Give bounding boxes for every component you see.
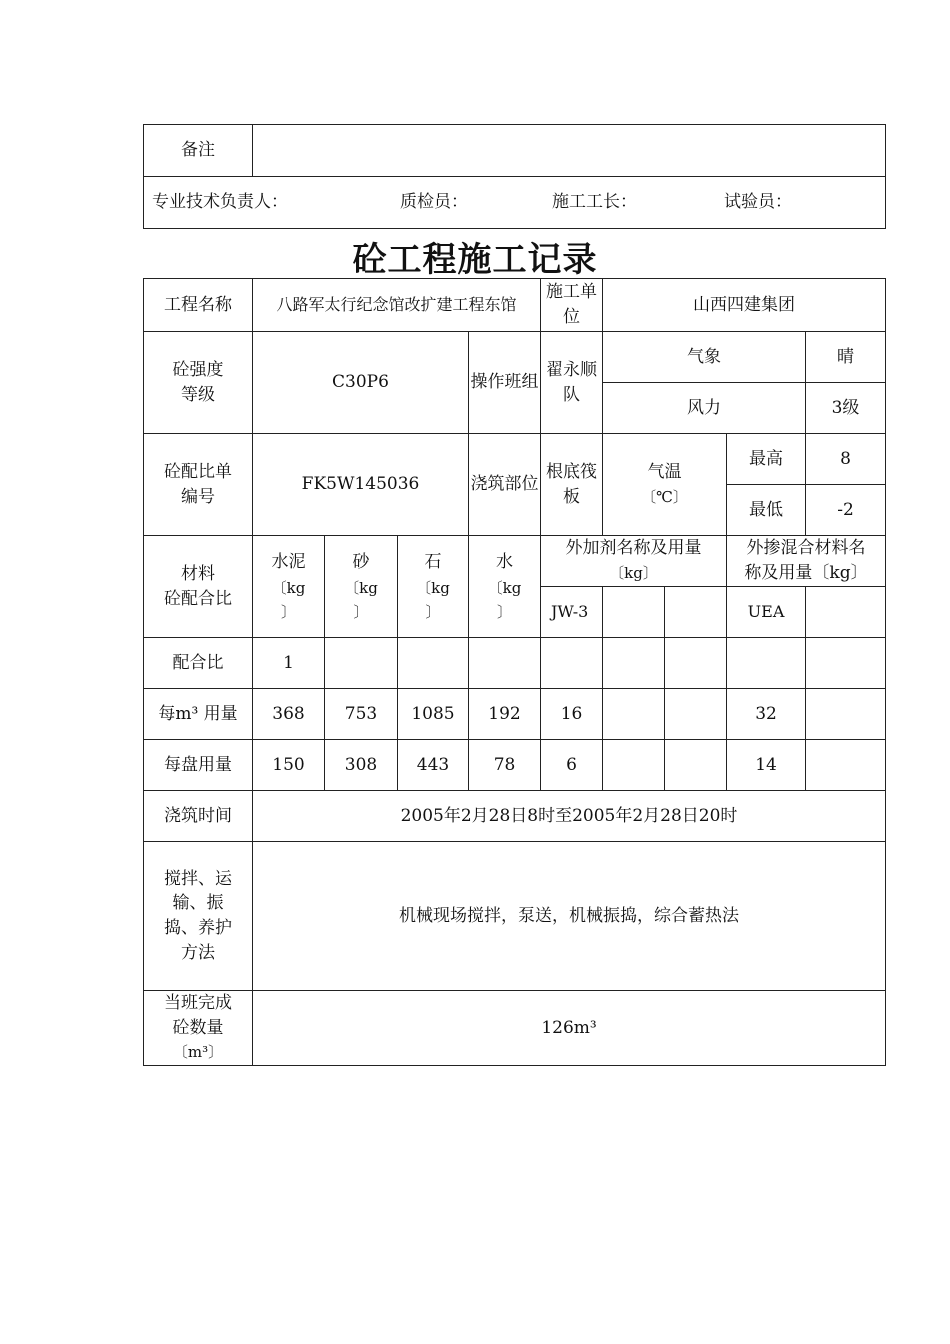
- cell-value: 16: [541, 689, 603, 740]
- strength-label: [144, 332, 253, 434]
- weather-label: 气象: [603, 332, 806, 383]
- cell-value: [603, 740, 665, 791]
- weather-value: 晴: [806, 332, 886, 383]
- water-header: [469, 536, 541, 638]
- quantity-label-line1: 当班完成: [164, 993, 232, 1014]
- cell-value: [727, 638, 806, 689]
- cement-label: 水泥: [271, 551, 306, 572]
- pour-part-label: 浇筑部位: [469, 434, 541, 536]
- addition-header-line1: 外掺混合材料名: [746, 538, 866, 559]
- quantity-label-line2: 砼数量: [172, 1017, 224, 1038]
- cell-value: [665, 638, 727, 689]
- sand-unit-open: 〔kg: [344, 579, 378, 598]
- signature-row: [144, 177, 886, 229]
- stone-header: [398, 536, 469, 638]
- crew-value: 翟永顺队: [541, 332, 603, 434]
- cement-unit-open: 〔kg: [271, 579, 306, 598]
- table-row: [144, 740, 886, 791]
- admixture-name-blank-2: [665, 587, 727, 638]
- admixture-name: JW-3: [541, 587, 603, 638]
- water-unit-close: 〕: [497, 603, 513, 622]
- contractor-value: 山西四建集团: [603, 279, 886, 332]
- foreman-label: 施工工长：: [552, 192, 637, 213]
- cell-value: [469, 638, 541, 689]
- temperature-label-line1: 气温: [647, 461, 682, 482]
- cell-value: 753: [325, 689, 398, 740]
- temp-low-value: -2: [806, 485, 886, 536]
- project-name-value: 八路军太行纪念馆改扩建工程东馆: [253, 279, 541, 332]
- materials-label-line2: 砼配合比: [164, 588, 232, 609]
- quantity-unit: 〔m³〕: [172, 1043, 224, 1062]
- materials-label: [144, 536, 253, 638]
- mix-number-value: FK5W145036: [253, 434, 469, 536]
- temp-high-label: 最高: [727, 434, 806, 485]
- method-label-line2: 输、振: [172, 893, 224, 914]
- water-label: 水: [496, 551, 513, 572]
- cell-value: 443: [398, 740, 469, 791]
- cell-value: 78: [469, 740, 541, 791]
- admixture-header-line1: 外加剂名称及用量: [565, 538, 702, 559]
- cell-value: [806, 638, 886, 689]
- stone-unit-open: 〔kg: [416, 579, 450, 598]
- concrete-record-table: [143, 278, 886, 1066]
- table-row: [144, 638, 886, 689]
- sand-header: [325, 536, 398, 638]
- contractor-label: 施工单位: [541, 279, 603, 332]
- addition-name: UEA: [727, 587, 806, 638]
- wind-value: 3级: [806, 383, 886, 434]
- tech-lead-label: 专业技术负责人：: [152, 192, 288, 213]
- admixture-header-unit: 〔kg〕: [609, 564, 658, 582]
- wind-label: 风力: [603, 383, 806, 434]
- mix-number-label-line1: 砼配比单: [164, 461, 232, 482]
- cell-value: 192: [469, 689, 541, 740]
- method-label-line1: 搅拌、运: [164, 868, 232, 889]
- addition-header: [727, 536, 886, 587]
- cell-value: 6: [541, 740, 603, 791]
- cell-value: 32: [727, 689, 806, 740]
- strength-label-line1: 砼强度: [172, 359, 224, 380]
- sand-unit-close: 〕: [353, 603, 369, 622]
- crew-label: 操作班组: [469, 332, 541, 434]
- addition-header-line2: 称及用量〔kg〕: [744, 563, 868, 583]
- stone-unit-close: 〕: [425, 603, 441, 622]
- inspector-label: 质检员：: [400, 192, 468, 213]
- method-label-line4: 方法: [181, 942, 215, 963]
- cell-value: [603, 689, 665, 740]
- admixture-header: [541, 536, 727, 587]
- admixture-name-blank-1: [603, 587, 665, 638]
- quantity-value: 126m³: [253, 991, 886, 1066]
- cement-header: [253, 536, 325, 638]
- pour-time-label: 浇筑时间: [144, 791, 253, 842]
- cement-unit-close: 〕: [280, 603, 296, 622]
- cell-value: [398, 638, 469, 689]
- project-name-label: 工程名称: [144, 279, 253, 332]
- cell-value: [541, 638, 603, 689]
- strength-value: C30P6: [253, 332, 469, 434]
- row-label: 每m³ 用量: [144, 689, 253, 740]
- cell-value: [806, 689, 886, 740]
- addition-name-blank: [806, 587, 886, 638]
- quantity-label: [144, 991, 253, 1066]
- cell-value: 150: [253, 740, 325, 791]
- water-unit-open: 〔kg: [487, 579, 522, 598]
- mix-number-label: [144, 434, 253, 536]
- pour-part-value: 根底筏板: [541, 434, 603, 536]
- cell-value: [665, 689, 727, 740]
- remarks-table: [143, 124, 886, 229]
- materials-label-line1: 材料: [181, 563, 215, 584]
- temperature-label: [603, 434, 727, 536]
- cell-value: 14: [727, 740, 806, 791]
- tester-label: 试验员：: [724, 192, 792, 213]
- remark-label: 备注: [144, 125, 253, 177]
- pour-time-value: 2005年2月28日8时至2005年2月28日20时: [253, 791, 886, 842]
- sand-label: 砂: [352, 551, 370, 572]
- mix-number-label-line2: 编号: [181, 486, 215, 507]
- cell-value: 308: [325, 740, 398, 791]
- temperature-unit: 〔℃〕: [641, 487, 688, 506]
- method-label-line3: 捣、养护: [164, 918, 232, 938]
- temp-high-value: 8: [806, 434, 886, 485]
- stone-label: 石: [424, 551, 442, 572]
- page-title: 砼工程施工记录: [352, 240, 598, 280]
- table-row: [144, 689, 886, 740]
- remark-value[interactable]: [253, 125, 886, 177]
- cell-value: 368: [253, 689, 325, 740]
- cell-value: 1085: [398, 689, 469, 740]
- temp-low-label: 最低: [727, 485, 806, 536]
- cell-value: [603, 638, 665, 689]
- row-label: 每盘用量: [144, 740, 253, 791]
- method-label: [144, 842, 253, 991]
- cell-value: [806, 740, 886, 791]
- method-value: 机械现场搅拌，泵送，机械振捣，综合蓄热法: [253, 842, 886, 991]
- cell-value: 1: [253, 638, 325, 689]
- strength-label-line2: 等级: [181, 384, 215, 405]
- cell-value: [325, 638, 398, 689]
- cell-value: [665, 740, 727, 791]
- row-label: 配合比: [144, 638, 253, 689]
